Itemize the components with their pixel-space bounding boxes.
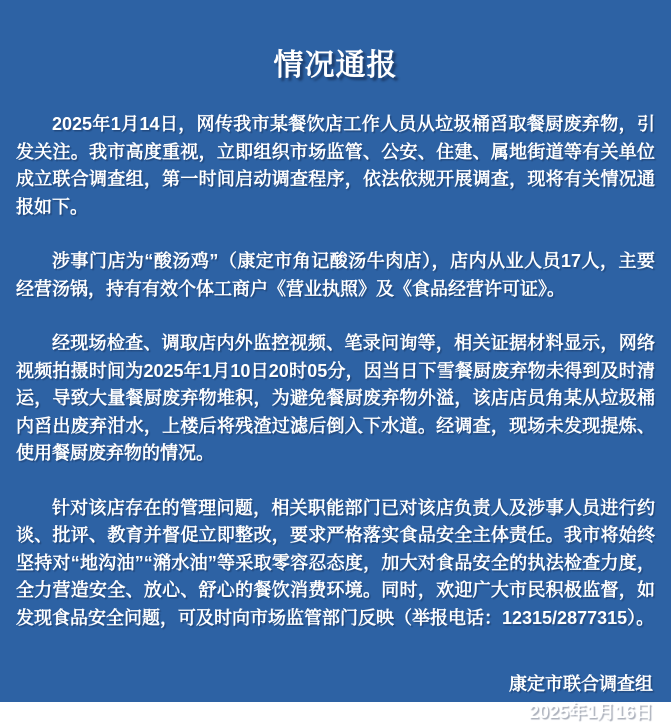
notice-body — [16, 111, 655, 632]
signature-date: 2025年1月16日 — [528, 702, 653, 722]
notice-paragraph-investigation: 经现场检查、调取店内外监控视频、笔录问询等，相关证据材料显示，网络视频拍摄时间为2025年1月10日20时05分，因当日下雪餐厨废弃物未得到及时清运，导致大量餐厨废弃物堆积，为避免餐厨废弃物外溢，该店店员角某从垃圾桶内舀出废弃泔水，上楼后将残渣过滤后倒入下水道。经调查，现场未发现提炼、使用餐厨废弃物的情况。 — [16, 333, 655, 463]
notice-signature — [16, 670, 655, 726]
notice-paragraph-store-info: 涉事门店为“酸汤鸡”（康定市角记酸汤牛肉店），店内从业人员17人，主要经营汤锅，持有有效个体工商户《营业执照》及《食品经营许可证》。 — [16, 251, 655, 299]
notice-paragraph-intro: 2025年1月14日，网传我市某餐饮店工作人员从垃圾桶舀取餐厨废弃物，引发关注。我市高度重视，立即组织市场监管、公安、住建、属地街道等有关单位成立联合调查组，第一时间启动调查程序，依法依规开展调查，现将有关情况通报如下。 — [16, 114, 655, 217]
notice-title: 情况通报 — [273, 49, 398, 82]
notice-paragraph-measures: 针对该店存在的管理问题，相关职能部门已对该店负责人及涉事人员进行约谈、批评、教育并督促立即整改，要求严格落实食品安全主体责任。我市将始终坚持对“地沟油”“潲水油”等采取零容忍态度，加大对食品安全的执法检查力度，全力营造安全、放心、舒心的餐饮消费环境。同时，欢迎广大市民积极监督，如发现食品安全问题，可及时向市场监管部门反映（举报电话：12315/2877315）。 — [16, 497, 655, 628]
signature-org: 康定市联合调查组 — [509, 674, 653, 694]
